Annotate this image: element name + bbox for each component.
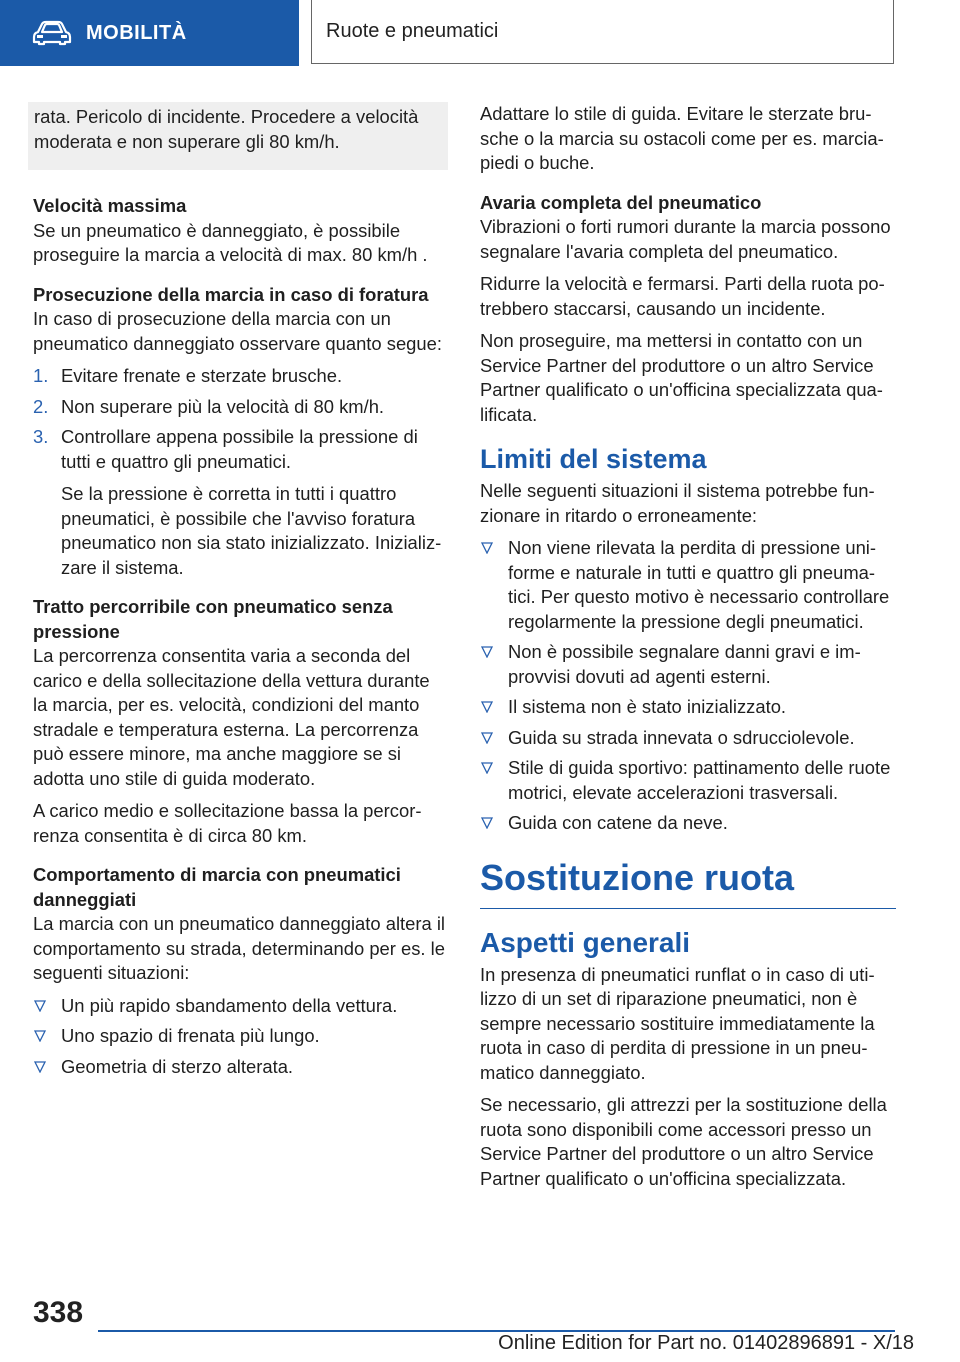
page-number: 338: [33, 1296, 84, 1329]
triangle-bullet-icon: [34, 1000, 46, 1012]
right-column: [480, 102, 896, 1199]
limits-list: [480, 536, 896, 836]
triangle-bullet-icon: [481, 542, 493, 554]
failure-text-1: Vibrazioni o forti rumori durante la marcia possono segnalare l'avaria completa del pneumatico.: [480, 216, 891, 262]
failure-text-2: Ridurre la velocità e fermarsi. Parti della ruota potrebbero staccarsi, causando un incidente.: [480, 273, 885, 319]
limits-item-text: Stile di guida sportivo: pattinamento delle ruote motrici, elevate accelerazioni trasversali.: [508, 757, 891, 803]
list-item: [33, 364, 448, 389]
puncture-heading: Prosecuzione della marcia in caso di foratura: [33, 283, 429, 305]
triangle-bullet-icon: [481, 701, 493, 713]
behaviour-list: [33, 994, 448, 1080]
general-heading: Aspetti generali: [480, 926, 691, 958]
continued-text: Adattare lo stile di guida. Evitare le sterzate brusche o la marcia su ostacoli come per es. marciapiedi o buche.: [480, 103, 884, 173]
limits-item-text: Guida con catene da neve.: [508, 812, 728, 833]
section-label: MOBILITÀ: [86, 21, 187, 44]
list-item: [480, 811, 896, 836]
limits-item-text: Guida su strada innevata o sdrucciolevole.: [508, 726, 855, 748]
step-number: 3.: [33, 426, 49, 447]
range-heading: Tratto percorribile con pneumatico senza pressione: [33, 596, 393, 642]
triangle-bullet-icon: [481, 762, 493, 774]
behaviour-item-text: Uno spazio di frenata più lungo.: [61, 1025, 320, 1046]
list-item: [33, 1055, 448, 1080]
behaviour-heading: Comportamento di marcia con pneumatici danneggiati: [33, 864, 401, 910]
list-item: [33, 1024, 448, 1049]
general-text-1: In presenza di pneumatici runflat o in caso di utilizzo di un set di riparazione pneumatici, non è sempre necessario sostituire immediatamente la ruota in caso di perdita di pressione in un pneumatico danneggiato.: [480, 963, 875, 1083]
step-text: Non superare più la velocità di 80 km/h.: [61, 395, 385, 417]
edition-text: Online Edition for Part no. 01402896891 - X/18: [498, 1332, 914, 1354]
triangle-bullet-icon: [34, 1061, 46, 1073]
limits-item-text: Non viene rilevata la perdita di pressione uniforme e naturale in tutti e quattro gli pneumatici. Per questo motivo è necessario controllare regolarmente la pressione degli pneumatici.: [508, 537, 890, 632]
notice-text: rata. Pericolo di incidente. Procedere a velocità moderata e non superare gli 80 km/h.: [34, 106, 419, 152]
puncture-text: In caso di prosecuzione della marcia con un pneumatico danneggiato osservare quanto segue:: [33, 308, 442, 354]
step-number: 1.: [33, 365, 49, 386]
limits-item-text: Il sistema non è stato inizializzato.: [508, 696, 787, 717]
wheel-change-heading: Sostituzione ruota: [480, 858, 896, 909]
list-item: [480, 756, 896, 805]
range-text-1: La percorrenza consentita varia a seconda del carico e della sollecitazione della vettura durante la marcia, per es. velocità, condizioni del manto stradale e temperatura esterna. La percorrenza può essere minore, ma anche maggiore se si adotta uno stile di guida moderato.: [33, 645, 430, 789]
failure-text-3: Non proseguire, ma mettersi in contatto con un Service Partner del produttore o un altro Service Partner qualificato o un'officina specializzata qualificata.: [480, 330, 883, 425]
triangle-bullet-icon: [481, 646, 493, 658]
section-tab[interactable]: [0, 0, 299, 66]
list-item: [33, 425, 448, 474]
left-column: [33, 102, 448, 1087]
page-title: Ruote e pneumatici: [311, 0, 894, 64]
step-text: Evitare frenate e sterzate brusche.: [61, 365, 343, 386]
limits-heading: Limiti del sistema: [480, 444, 707, 474]
step-text: Controllare appena possibile la pressione di tutti e quattro gli pneumatici.: [61, 426, 418, 472]
list-item: [33, 395, 448, 420]
behaviour-item-text: Geometria di sterzo alterata.: [61, 1055, 294, 1077]
range-text-2: A carico medio e sollecitazione bassa la percorrenza consentita è di circa 80 km.: [33, 800, 422, 846]
max-speed-text: Se un pneumatico è danneggiato, è possibile proseguire la marcia a velocità di max. 80 km/h .: [33, 219, 428, 265]
car-icon: [32, 20, 72, 46]
list-item: [480, 640, 896, 689]
list-item: [480, 536, 896, 634]
list-item: [33, 994, 448, 1019]
list-item: [480, 726, 896, 751]
behaviour-text: La marcia con un pneumatico danneggiato altera il comportamento su strada, determinando per es. le seguenti situazioni:: [33, 913, 446, 983]
step-number: 2.: [33, 395, 49, 417]
triangle-bullet-icon: [481, 817, 493, 829]
list-item: [480, 695, 896, 720]
general-text-2: Se necessario, gli attrezzi per la sostituzione della ruota sono disponibili come accessori presso un Service Partner del produttore o un altro Service Partner qualificato o un'officina specializzata.: [480, 1094, 887, 1189]
limits-item-text: Non è possibile segnalare danni gravi e improvvisi dovuti ad agenti esterni.: [508, 641, 861, 687]
notice-box: [28, 102, 448, 170]
max-speed-heading: Velocità massima: [33, 195, 187, 216]
failure-heading: Avaria completa del pneumatico: [480, 191, 762, 213]
triangle-bullet-icon: [481, 732, 493, 744]
triangle-bullet-icon: [34, 1030, 46, 1042]
behaviour-item-text: Un più rapido sbandamento della vettura.: [61, 994, 398, 1016]
limits-text: Nelle seguenti situazioni il sistema potrebbe funzionare in ritardo o erroneamente:: [480, 480, 875, 526]
step3-note: Se la pressione è corretta in tutti i quattro pneumatici, è possibile che l'avviso foratura pneumatico non sia stato inizializzato. Inizializzare il sistema.: [61, 483, 442, 578]
steps-list: [33, 364, 448, 474]
